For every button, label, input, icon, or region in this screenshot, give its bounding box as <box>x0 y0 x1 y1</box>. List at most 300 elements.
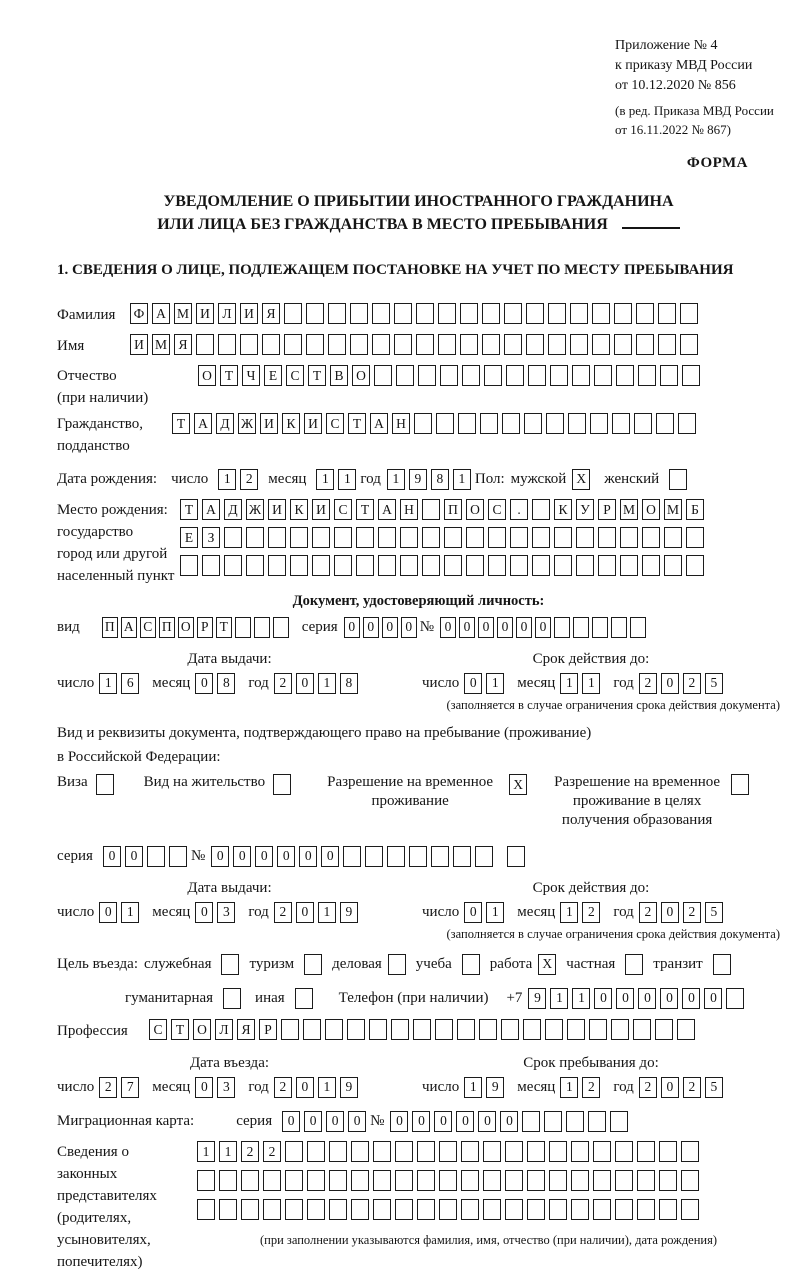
char-cell-filled[interactable]: 0 <box>296 902 314 923</box>
char-cell-filled[interactable]: 5 <box>705 902 723 923</box>
char-cell-filled[interactable]: С <box>488 499 506 520</box>
char-cell[interactable] <box>365 846 383 867</box>
char-cell[interactable] <box>396 365 414 386</box>
char-cell[interactable] <box>532 555 550 576</box>
char-cell[interactable] <box>241 1170 259 1191</box>
char-cell[interactable] <box>610 1111 628 1132</box>
char-cell[interactable] <box>681 1141 699 1162</box>
char-cell[interactable] <box>438 334 456 355</box>
char-cell-filled[interactable]: 0 <box>125 846 143 867</box>
char-cell[interactable] <box>483 1199 501 1220</box>
char-cell-filled[interactable]: З <box>202 527 220 548</box>
char-cell-filled[interactable]: 9 <box>486 1077 504 1098</box>
char-cell[interactable] <box>263 1199 281 1220</box>
char-cell[interactable] <box>460 303 478 324</box>
char-cell[interactable] <box>373 1141 391 1162</box>
char-cell-filled[interactable]: 2 <box>582 902 600 923</box>
char-cell-filled[interactable]: 0 <box>282 1111 300 1132</box>
char-cell[interactable] <box>466 555 484 576</box>
char-cell-filled[interactable]: 0 <box>326 1111 344 1132</box>
char-cell-filled[interactable]: М <box>664 499 682 520</box>
char-cell[interactable] <box>504 334 522 355</box>
char-cell-filled[interactable]: М <box>152 334 170 355</box>
char-cell[interactable] <box>611 1019 629 1040</box>
char-cell-filled[interactable]: К <box>282 413 300 434</box>
char-cell-filled[interactable]: 9 <box>340 902 358 923</box>
char-cell[interactable] <box>334 527 352 548</box>
char-cell-filled[interactable]: 0 <box>464 902 482 923</box>
char-cell[interactable] <box>374 365 392 386</box>
char-cell[interactable] <box>224 527 242 548</box>
char-cell[interactable] <box>395 1199 413 1220</box>
char-cell[interactable] <box>510 527 528 548</box>
char-cell-filled[interactable]: Я <box>174 334 192 355</box>
char-cell[interactable] <box>329 1170 347 1191</box>
char-cell-filled[interactable]: 2 <box>639 1077 657 1098</box>
char-cell-filled[interactable]: Р <box>259 1019 277 1040</box>
char-cell[interactable] <box>378 555 396 576</box>
char-cell[interactable] <box>306 334 324 355</box>
char-cell[interactable] <box>409 846 427 867</box>
char-cell[interactable] <box>219 1170 237 1191</box>
char-cell[interactable] <box>400 555 418 576</box>
char-cell-filled[interactable]: 1 <box>560 673 578 694</box>
char-cell[interactable] <box>544 1111 562 1132</box>
char-cell[interactable] <box>612 413 630 434</box>
char-cell-filled[interactable]: Я <box>237 1019 255 1040</box>
char-cell-filled[interactable]: Т <box>216 617 232 638</box>
char-cell[interactable] <box>218 334 236 355</box>
char-cell-filled[interactable]: Л <box>215 1019 233 1040</box>
char-cell[interactable] <box>457 1019 475 1040</box>
char-cell[interactable] <box>488 555 506 576</box>
char-cell-filled[interactable]: 0 <box>296 1077 314 1098</box>
char-cell[interactable] <box>417 1170 435 1191</box>
char-cell-filled[interactable]: 3 <box>217 1077 235 1098</box>
char-cell[interactable] <box>656 413 674 434</box>
char-cell-filled[interactable]: Е <box>180 527 198 548</box>
char-cell-filled[interactable]: 2 <box>683 902 701 923</box>
purpose-work-checkbox[interactable] <box>538 954 560 975</box>
char-cell[interactable] <box>593 1170 611 1191</box>
char-cell[interactable] <box>394 334 412 355</box>
char-cell[interactable] <box>615 1170 633 1191</box>
char-cell[interactable] <box>713 954 731 975</box>
char-cell[interactable] <box>197 1170 215 1191</box>
char-cell[interactable] <box>528 365 546 386</box>
char-cell-filled[interactable]: 0 <box>497 617 513 638</box>
sex-male-checkbox[interactable] <box>572 469 594 490</box>
char-cell[interactable] <box>566 1111 584 1132</box>
char-cell[interactable] <box>268 555 286 576</box>
char-cell-filled[interactable]: О <box>352 365 370 386</box>
char-cell-filled[interactable]: Т <box>308 365 326 386</box>
char-cell-filled[interactable]: 0 <box>401 617 417 638</box>
char-cell-filled[interactable]: П <box>102 617 118 638</box>
char-cell[interactable] <box>325 1019 343 1040</box>
char-cell[interactable] <box>458 413 476 434</box>
char-cell-filled[interactable]: 6 <box>121 673 139 694</box>
char-cell-filled[interactable]: 0 <box>478 1111 496 1132</box>
char-cell[interactable] <box>731 774 749 795</box>
char-cell[interactable] <box>343 846 361 867</box>
char-cell-filled[interactable]: 1 <box>99 673 117 694</box>
char-cell-filled[interactable]: 1 <box>197 1141 215 1162</box>
char-cell[interactable] <box>548 303 566 324</box>
char-cell[interactable] <box>545 1019 563 1040</box>
char-cell-filled[interactable]: 1 <box>572 988 590 1009</box>
char-cell-filled[interactable]: 1 <box>550 988 568 1009</box>
char-cell[interactable] <box>549 1199 567 1220</box>
char-cell-filled[interactable]: Р <box>598 499 616 520</box>
char-cell-filled[interactable]: 0 <box>456 1111 474 1132</box>
char-cell-filled[interactable]: 7 <box>121 1077 139 1098</box>
char-cell-filled[interactable]: Б <box>686 499 704 520</box>
char-cell[interactable] <box>588 1111 606 1132</box>
char-cell[interactable] <box>416 334 434 355</box>
char-cell-filled[interactable]: . <box>510 499 528 520</box>
char-cell-filled[interactable]: Т <box>180 499 198 520</box>
char-cell[interactable] <box>625 954 643 975</box>
char-cell[interactable] <box>440 365 458 386</box>
char-cell-filled[interactable]: О <box>198 365 216 386</box>
char-cell-filled[interactable]: И <box>260 413 278 434</box>
char-cell-filled[interactable]: 2 <box>263 1141 281 1162</box>
char-cell[interactable] <box>524 413 542 434</box>
char-cell[interactable] <box>681 1199 699 1220</box>
char-cell[interactable] <box>677 1019 695 1040</box>
char-cell-filled[interactable]: К <box>554 499 572 520</box>
char-cell[interactable] <box>620 527 638 548</box>
char-cell[interactable] <box>573 617 589 638</box>
char-cell[interactable] <box>373 1199 391 1220</box>
char-cell[interactable] <box>615 1199 633 1220</box>
char-cell-filled[interactable]: Н <box>392 413 410 434</box>
char-cell[interactable] <box>391 1019 409 1040</box>
char-cell[interactable] <box>221 954 239 975</box>
char-cell-filled[interactable]: 0 <box>299 846 317 867</box>
purpose-private-checkbox[interactable] <box>625 954 647 975</box>
char-cell-filled[interactable]: 0 <box>390 1111 408 1132</box>
char-cell-filled[interactable]: 8 <box>340 673 358 694</box>
char-cell-filled[interactable]: 0 <box>661 673 679 694</box>
char-cell[interactable] <box>444 527 462 548</box>
char-cell[interactable] <box>329 1141 347 1162</box>
char-cell[interactable] <box>484 365 502 386</box>
char-cell[interactable] <box>285 1199 303 1220</box>
char-cell[interactable] <box>224 555 242 576</box>
char-cell-filled[interactable]: 0 <box>99 902 117 923</box>
char-cell[interactable] <box>328 334 346 355</box>
char-cell-filled[interactable]: 1 <box>560 1077 578 1098</box>
purpose-transit-checkbox[interactable] <box>713 954 735 975</box>
char-cell-filled[interactable]: 0 <box>382 617 398 638</box>
char-cell[interactable] <box>461 1141 479 1162</box>
char-cell[interactable] <box>526 303 544 324</box>
char-cell[interactable] <box>223 988 241 1009</box>
char-cell[interactable] <box>307 1170 325 1191</box>
char-cell[interactable] <box>378 527 396 548</box>
char-cell-filled[interactable]: 0 <box>233 846 251 867</box>
char-cell[interactable] <box>482 303 500 324</box>
char-cell-filled[interactable]: 0 <box>255 846 273 867</box>
char-cell-filled[interactable]: 8 <box>217 673 235 694</box>
char-cell-filled[interactable]: Ф <box>130 303 148 324</box>
char-cell-filled[interactable]: Р <box>197 617 213 638</box>
char-cell-filled[interactable]: Е <box>264 365 282 386</box>
char-cell-filled[interactable]: У <box>576 499 594 520</box>
char-cell[interactable] <box>593 1199 611 1220</box>
char-cell[interactable] <box>527 1141 545 1162</box>
char-cell-filled[interactable]: 0 <box>344 617 360 638</box>
char-cell-filled[interactable]: 0 <box>195 1077 213 1098</box>
char-cell-filled[interactable]: 0 <box>500 1111 518 1132</box>
char-cell-filled[interactable]: 0 <box>594 988 612 1009</box>
char-cell[interactable] <box>642 555 660 576</box>
char-cell[interactable] <box>549 1170 567 1191</box>
char-cell-filled[interactable]: Я <box>262 303 280 324</box>
char-cell-filled[interactable]: 0 <box>638 988 656 1009</box>
char-cell[interactable] <box>219 1199 237 1220</box>
char-cell[interactable] <box>636 334 654 355</box>
char-cell[interactable] <box>615 1141 633 1162</box>
char-cell-filled[interactable]: 2 <box>639 673 657 694</box>
char-cell[interactable] <box>681 1170 699 1191</box>
char-cell[interactable] <box>312 527 330 548</box>
char-cell[interactable] <box>634 413 652 434</box>
char-cell-filled[interactable]: Ч <box>242 365 260 386</box>
char-cell-filled[interactable]: Д <box>224 499 242 520</box>
char-cell[interactable] <box>636 303 654 324</box>
char-cell-filled[interactable]: Л <box>218 303 236 324</box>
char-cell[interactable] <box>435 1019 453 1040</box>
char-cell-filled[interactable]: Ж <box>246 499 264 520</box>
char-cell[interactable] <box>422 499 440 520</box>
char-cell-filled[interactable]: С <box>140 617 156 638</box>
char-cell[interactable] <box>678 413 696 434</box>
char-cell[interactable] <box>592 303 610 324</box>
char-cell-filled[interactable]: 2 <box>582 1077 600 1098</box>
char-cell[interactable] <box>589 1019 607 1040</box>
char-cell[interactable] <box>475 846 493 867</box>
char-cell-filled[interactable]: О <box>193 1019 211 1040</box>
char-cell[interactable] <box>461 1199 479 1220</box>
char-cell-filled[interactable]: Т <box>171 1019 189 1040</box>
char-cell[interactable] <box>546 413 564 434</box>
char-cell[interactable] <box>592 617 608 638</box>
char-cell[interactable] <box>659 1199 677 1220</box>
char-cell[interactable] <box>483 1170 501 1191</box>
char-cell-filled[interactable]: А <box>194 413 212 434</box>
char-cell[interactable] <box>461 1170 479 1191</box>
char-cell[interactable] <box>504 303 522 324</box>
char-cell[interactable] <box>598 555 616 576</box>
visa-checkbox[interactable] <box>96 774 118 795</box>
char-cell[interactable] <box>241 1199 259 1220</box>
char-cell-filled[interactable]: 2 <box>274 902 292 923</box>
char-cell-filled[interactable]: 1 <box>318 902 336 923</box>
char-cell-filled[interactable]: 0 <box>304 1111 322 1132</box>
char-cell[interactable] <box>387 846 405 867</box>
char-cell-filled[interactable]: 2 <box>683 1077 701 1098</box>
char-cell-filled[interactable]: 0 <box>535 617 551 638</box>
char-cell[interactable] <box>439 1199 457 1220</box>
char-cell[interactable] <box>372 334 390 355</box>
char-cell[interactable] <box>351 1199 369 1220</box>
char-cell[interactable] <box>682 365 700 386</box>
char-cell[interactable] <box>523 1019 541 1040</box>
char-cell[interactable] <box>664 527 682 548</box>
char-cell[interactable] <box>436 413 454 434</box>
char-cell-filled[interactable]: 3 <box>217 902 235 923</box>
char-cell-filled[interactable]: С <box>326 413 344 434</box>
char-cell[interactable] <box>304 954 322 975</box>
char-cell[interactable] <box>395 1141 413 1162</box>
char-cell-filled[interactable]: В <box>330 365 348 386</box>
char-cell[interactable] <box>295 988 313 1009</box>
char-cell-filled[interactable]: 1 <box>338 469 356 490</box>
char-cell[interactable] <box>373 1170 391 1191</box>
char-cell[interactable] <box>356 527 374 548</box>
char-cell-filled[interactable]: Т <box>220 365 238 386</box>
char-cell-filled[interactable]: 9 <box>340 1077 358 1098</box>
char-cell-filled[interactable]: 0 <box>434 1111 452 1132</box>
char-cell-filled[interactable]: 0 <box>478 617 494 638</box>
phone-cells[interactable] <box>528 988 748 1009</box>
char-cell[interactable] <box>642 527 660 548</box>
char-cell[interactable] <box>571 1170 589 1191</box>
char-cell-filled[interactable]: 1 <box>453 469 471 490</box>
char-cell[interactable] <box>418 365 436 386</box>
char-cell[interactable] <box>400 527 418 548</box>
char-cell-filled[interactable]: 2 <box>241 1141 259 1162</box>
char-cell[interactable] <box>532 499 550 520</box>
char-cell[interactable] <box>568 413 586 434</box>
char-cell[interactable] <box>254 617 270 638</box>
char-cell[interactable] <box>507 846 525 867</box>
char-cell[interactable] <box>307 1141 325 1162</box>
char-cell-filled[interactable]: X <box>538 954 556 975</box>
char-cell-filled[interactable]: 1 <box>464 1077 482 1098</box>
char-cell[interactable] <box>169 846 187 867</box>
char-cell[interactable] <box>235 617 251 638</box>
char-cell[interactable] <box>655 1019 673 1040</box>
char-cell-filled[interactable]: 5 <box>705 1077 723 1098</box>
edu-residence-checkbox[interactable] <box>731 774 753 795</box>
char-cell[interactable] <box>614 303 632 324</box>
char-cell[interactable] <box>616 365 634 386</box>
char-cell-filled[interactable]: 0 <box>516 617 532 638</box>
char-cell-filled[interactable]: 0 <box>661 1077 679 1098</box>
char-cell[interactable] <box>571 1141 589 1162</box>
char-cell[interactable] <box>527 1199 545 1220</box>
char-cell-filled[interactable]: 2 <box>99 1077 117 1098</box>
char-cell-filled[interactable]: 2 <box>274 1077 292 1098</box>
char-cell[interactable] <box>482 334 500 355</box>
char-cell[interactable] <box>620 555 638 576</box>
char-cell-filled[interactable]: 0 <box>321 846 339 867</box>
char-cell[interactable] <box>554 617 570 638</box>
char-cell[interactable] <box>637 1199 655 1220</box>
char-cell[interactable] <box>593 1141 611 1162</box>
char-cell[interactable] <box>522 1111 540 1132</box>
purpose-study-checkbox[interactable] <box>462 954 484 975</box>
char-cell[interactable] <box>273 617 289 638</box>
char-cell[interactable] <box>356 555 374 576</box>
char-cell[interactable] <box>527 1170 545 1191</box>
char-cell[interactable] <box>488 527 506 548</box>
char-cell[interactable] <box>328 303 346 324</box>
char-cell[interactable] <box>658 334 676 355</box>
char-cell[interactable] <box>669 469 687 490</box>
char-cell[interactable] <box>329 1199 347 1220</box>
char-cell[interactable] <box>394 303 412 324</box>
char-cell-filled[interactable]: X <box>572 469 590 490</box>
char-cell-filled[interactable]: 0 <box>704 988 722 1009</box>
char-cell[interactable] <box>505 1170 523 1191</box>
char-cell-filled[interactable]: Ж <box>238 413 256 434</box>
char-cell[interactable] <box>240 334 258 355</box>
char-cell[interactable] <box>262 334 280 355</box>
char-cell[interactable] <box>334 555 352 576</box>
char-cell[interactable] <box>567 1019 585 1040</box>
char-cell[interactable] <box>576 527 594 548</box>
char-cell[interactable] <box>638 365 656 386</box>
char-cell[interactable] <box>686 555 704 576</box>
char-cell[interactable] <box>571 1199 589 1220</box>
char-cell[interactable] <box>395 1170 413 1191</box>
char-cell-filled[interactable]: 0 <box>459 617 475 638</box>
char-cell-filled[interactable]: 5 <box>705 673 723 694</box>
char-cell[interactable] <box>350 303 368 324</box>
char-cell[interactable] <box>502 413 520 434</box>
char-cell[interactable] <box>686 527 704 548</box>
char-cell[interactable] <box>462 954 480 975</box>
char-cell[interactable] <box>659 1170 677 1191</box>
char-cell-filled[interactable]: Т <box>348 413 366 434</box>
char-cell[interactable] <box>510 555 528 576</box>
char-cell-filled[interactable]: С <box>334 499 352 520</box>
char-cell-filled[interactable]: Т <box>172 413 190 434</box>
char-cell-filled[interactable]: 0 <box>296 673 314 694</box>
char-cell[interactable] <box>630 617 646 638</box>
char-cell-filled[interactable]: И <box>304 413 322 434</box>
char-cell[interactable] <box>350 334 368 355</box>
char-cell-filled[interactable]: И <box>312 499 330 520</box>
char-cell[interactable] <box>466 527 484 548</box>
char-cell[interactable] <box>576 555 594 576</box>
char-cell-filled[interactable]: С <box>149 1019 167 1040</box>
char-cell[interactable] <box>351 1141 369 1162</box>
char-cell[interactable] <box>285 1170 303 1191</box>
char-cell[interactable] <box>438 303 456 324</box>
purpose-official-checkbox[interactable] <box>221 954 243 975</box>
char-cell[interactable] <box>614 334 632 355</box>
char-cell[interactable] <box>505 1141 523 1162</box>
char-cell[interactable] <box>96 774 114 795</box>
char-cell[interactable] <box>284 303 302 324</box>
char-cell[interactable] <box>633 1019 651 1040</box>
char-cell-filled[interactable]: 0 <box>660 988 678 1009</box>
char-cell-filled[interactable]: 1 <box>218 469 236 490</box>
char-cell[interactable] <box>554 527 572 548</box>
char-cell[interactable] <box>388 954 406 975</box>
char-cell-filled[interactable]: 1 <box>486 673 504 694</box>
char-cell[interactable] <box>592 334 610 355</box>
char-cell-filled[interactable]: И <box>196 303 214 324</box>
purpose-humanitarian-checkbox[interactable] <box>223 988 245 1009</box>
char-cell-filled[interactable]: 2 <box>683 673 701 694</box>
